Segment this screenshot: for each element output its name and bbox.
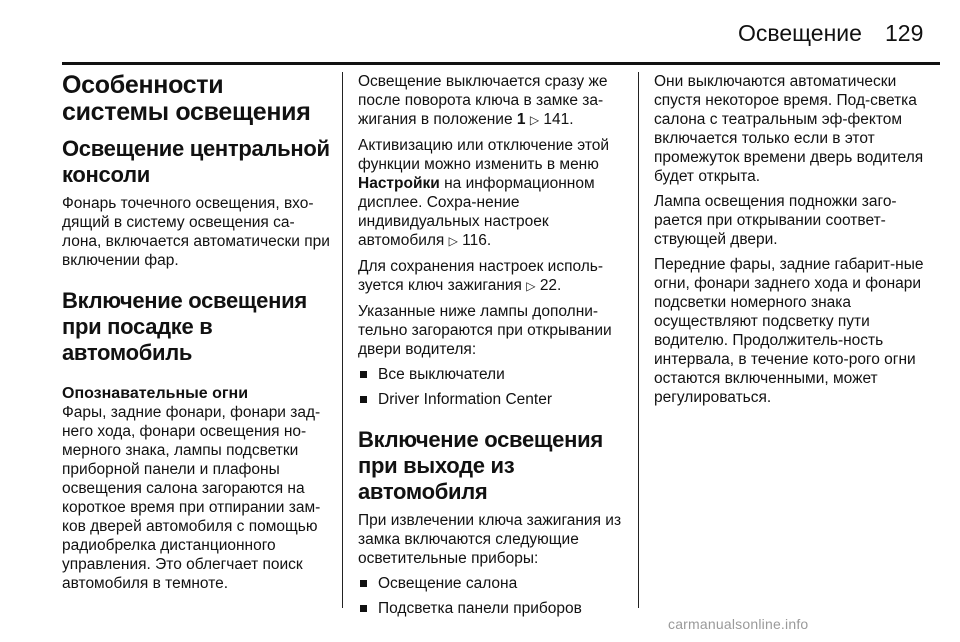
list-item	[358, 599, 628, 618]
page-reference[interactable]: 22.	[539, 277, 562, 294]
list-item-text: Освещение салона	[378, 575, 518, 592]
subheading-identification-lights: Опознавательные огни	[62, 385, 249, 402]
cross-reference-arrow-icon: ▷	[529, 113, 540, 127]
paragraph-settings-menu	[358, 136, 628, 251]
paragraph-key-removal: При извлечении ключа зажигания из замка включаются следующие осветительные приборы:	[358, 512, 622, 567]
ignition-position: 1	[516, 111, 526, 128]
paragraph-key-settings	[358, 257, 628, 296]
square-bullet-icon	[360, 371, 367, 378]
list-item-text: Driver Information Center	[378, 391, 553, 408]
text-span: на информационном дисплее. Сохра-нение индивидуальных настроек автомобиля	[358, 175, 595, 249]
paragraph-center-console: Фонарь точечного освещения, вхо-дящий в систему освещения са-лона, включается автоматически при включении фар.	[62, 195, 330, 269]
heading-exit-lighting: Включение освещения при выходе из автомобиля	[358, 427, 603, 504]
paragraph-path-lighting: Передние фары, задние габарит-ные огни, фонари заднего хода и фонари подсветки номерного знака осуществляют подсветку пути водителю. Продолжитель-ность интервала, в течение кото-рого огни остаются включенными, может регулироваться.	[654, 256, 924, 406]
paragraph-driver-door-lamps: Указанные ниже лампы дополни-тельно загораются при открывании двери водителя:	[358, 303, 612, 358]
heading-entry-lighting: Включение освещения при посадке в автомобиль	[62, 288, 307, 365]
list-item	[358, 390, 628, 409]
square-bullet-icon	[360, 605, 367, 612]
heading-center-console-lighting: Освещение центральной консоли	[62, 136, 330, 187]
paragraph-step-lamp: Лампа освещения подножки заго-рается при открывании соответ-ствующей двери.	[654, 193, 897, 248]
paragraph-switch-off	[358, 72, 628, 130]
list-item-text: Подсветка панели приборов	[378, 600, 582, 617]
column-1	[62, 72, 332, 593]
page-reference[interactable]: 116.	[462, 232, 492, 249]
column-2	[358, 72, 628, 618]
paragraph-identification-lights: Фары, задние фонари, фонари зад-него хода, фонари освещения но-мерного знака, лампы подсветки приборной панели и плафоны освещения салона загораются на короткое время при отпирании зам-ков дверей автомобиля с помощью радиобрелка дистанционного управления. Это облегчает поиск автомобиля в темноте.	[62, 404, 321, 592]
heading-lighting-features: Особенности системы освещения	[62, 71, 311, 126]
cross-reference-arrow-icon: ▷	[526, 279, 536, 293]
list-item	[358, 365, 628, 384]
square-bullet-icon	[360, 396, 367, 403]
page-reference[interactable]: 141.	[543, 111, 574, 128]
list-item	[358, 574, 628, 593]
square-bullet-icon	[360, 580, 367, 587]
page-header	[0, 0, 960, 62]
text-span: Освещение выключается сразу же после поворота ключа в замке за-жигания в положение	[358, 73, 608, 128]
paragraph-auto-off: Они выключаются автоматически спустя некоторое время. Под-светка салона с театральным эф-фектом включается только если в этот промежуток времени дверь водителя будет открыта.	[654, 73, 924, 185]
list-item-text: Все выключатели	[378, 366, 505, 383]
text-span: Для сохранения настроек исполь-зуется ключ зажигания	[358, 258, 604, 294]
watermark: carmanualsonline.info	[668, 616, 809, 632]
column-divider	[342, 72, 343, 608]
settings-menu-name: Настройки	[358, 175, 440, 192]
header-rule	[62, 62, 940, 65]
column-divider	[638, 72, 639, 608]
text-span: Активизацию или отключение этой функции можно изменить в меню	[358, 137, 610, 173]
column-3	[654, 72, 934, 407]
page-number: 129	[885, 20, 924, 46]
cross-reference-arrow-icon: ▷	[448, 234, 458, 248]
section-title: Освещение	[738, 20, 862, 46]
